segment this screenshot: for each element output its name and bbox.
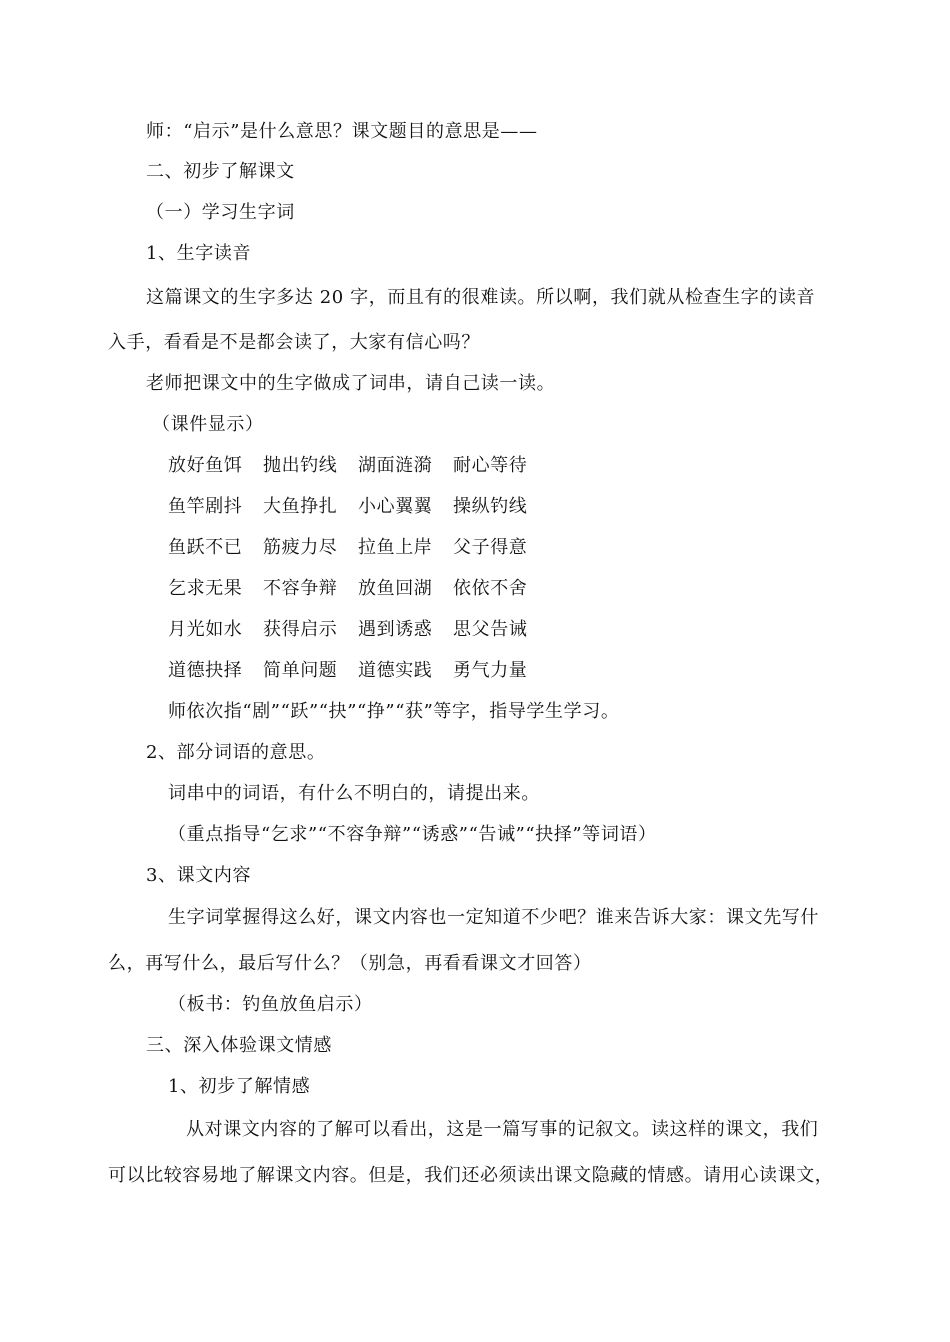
vocab-word: 勇气力量 <box>453 660 528 681</box>
item-heading-3: 3、课文内容 <box>146 865 252 886</box>
vocab-word: 不容争辩 <box>263 578 338 599</box>
vocab-word: 依依不舍 <box>453 578 528 599</box>
section-heading-3: 三、深入体验课文情感 <box>146 1035 332 1056</box>
vocab-word: 道德抉择 <box>168 660 243 681</box>
paragraph-line: 这篇课文的生字多达 20 字，而且有的很难读。所以啊，我们就从检查生字的读音 <box>146 287 816 308</box>
teacher-question-line: 师：“启示”是什么意思？课文题目的意思是—— <box>146 121 538 142</box>
vocab-word: 父子得意 <box>453 537 528 558</box>
vocab-word: 筋疲力尽 <box>263 537 338 558</box>
item-heading-2: 2、部分词语的意思。 <box>146 742 326 763</box>
item-heading-1: 1、初步了解情感 <box>168 1076 311 1097</box>
paragraph-line: 词串中的词语，有什么不明白的，请提出来。 <box>168 783 540 804</box>
paragraph-line: 从对课文内容的了解可以看出，这是一篇写事的记叙文。读这样的课文，我们 <box>186 1119 819 1140</box>
vocab-word: 获得启示 <box>263 619 338 640</box>
vocab-word: 耐心等待 <box>453 455 528 476</box>
item-heading-1: 1、生字读音 <box>146 243 252 264</box>
paragraph-line: （重点指导“乞求”“不容争辩”“诱惑”“告诫”“抉择”等词语） <box>168 824 657 845</box>
paragraph-line: 可以比较容易地了解课文内容。但是，我们还必须读出课文隐藏的情感。请用心读课文， <box>108 1165 834 1186</box>
vocab-word: 小心翼翼 <box>358 496 433 517</box>
vocab-word: 道德实践 <box>358 660 433 681</box>
blackboard-note: （板书：钓鱼放鱼启示） <box>168 994 373 1015</box>
vocab-word: 抛出钓线 <box>263 455 338 476</box>
paragraph-line: 老师把课文中的生字做成了词串，请自己读一读。 <box>146 373 556 394</box>
vocab-word: 遇到诱惑 <box>358 619 433 640</box>
vocab-word: 思父告诫 <box>453 619 528 640</box>
vocab-word: 鱼跃不已 <box>168 537 243 558</box>
paragraph-line: 生字词掌握得这么好，课文内容也一定知道不少吧？谁来告诉大家：课文先写什 <box>168 907 819 928</box>
vocab-word: 湖面涟漪 <box>358 455 433 476</box>
paragraph-line: 师依次指“剧”“跃”“抉”“挣”“获”等字，指导学生学习。 <box>168 701 620 722</box>
vocab-word: 大鱼挣扎 <box>263 496 338 517</box>
paragraph-line: 么，再写什么，最后写什么？（别急，再看看课文才回答） <box>108 953 592 974</box>
vocab-word: 操纵钓线 <box>453 496 528 517</box>
vocab-word: 简单问题 <box>263 660 338 681</box>
vocab-word: 鱼竿剧抖 <box>168 496 243 517</box>
paragraph-line: 入手，看看是不是都会读了，大家有信心吗？ <box>108 332 480 353</box>
vocab-word: 放鱼回湖 <box>358 578 433 599</box>
vocab-word: 乞求无果 <box>168 578 243 599</box>
vocab-word: 月光如水 <box>168 619 243 640</box>
vocab-word: 拉鱼上岸 <box>358 537 433 558</box>
vocab-word: 放好鱼饵 <box>168 455 243 476</box>
section-heading-2: 二、初步了解课文 <box>146 161 295 182</box>
subsection-heading-1: （一）学习生字词 <box>146 202 295 223</box>
courseware-note: （课件显示） <box>152 414 264 435</box>
